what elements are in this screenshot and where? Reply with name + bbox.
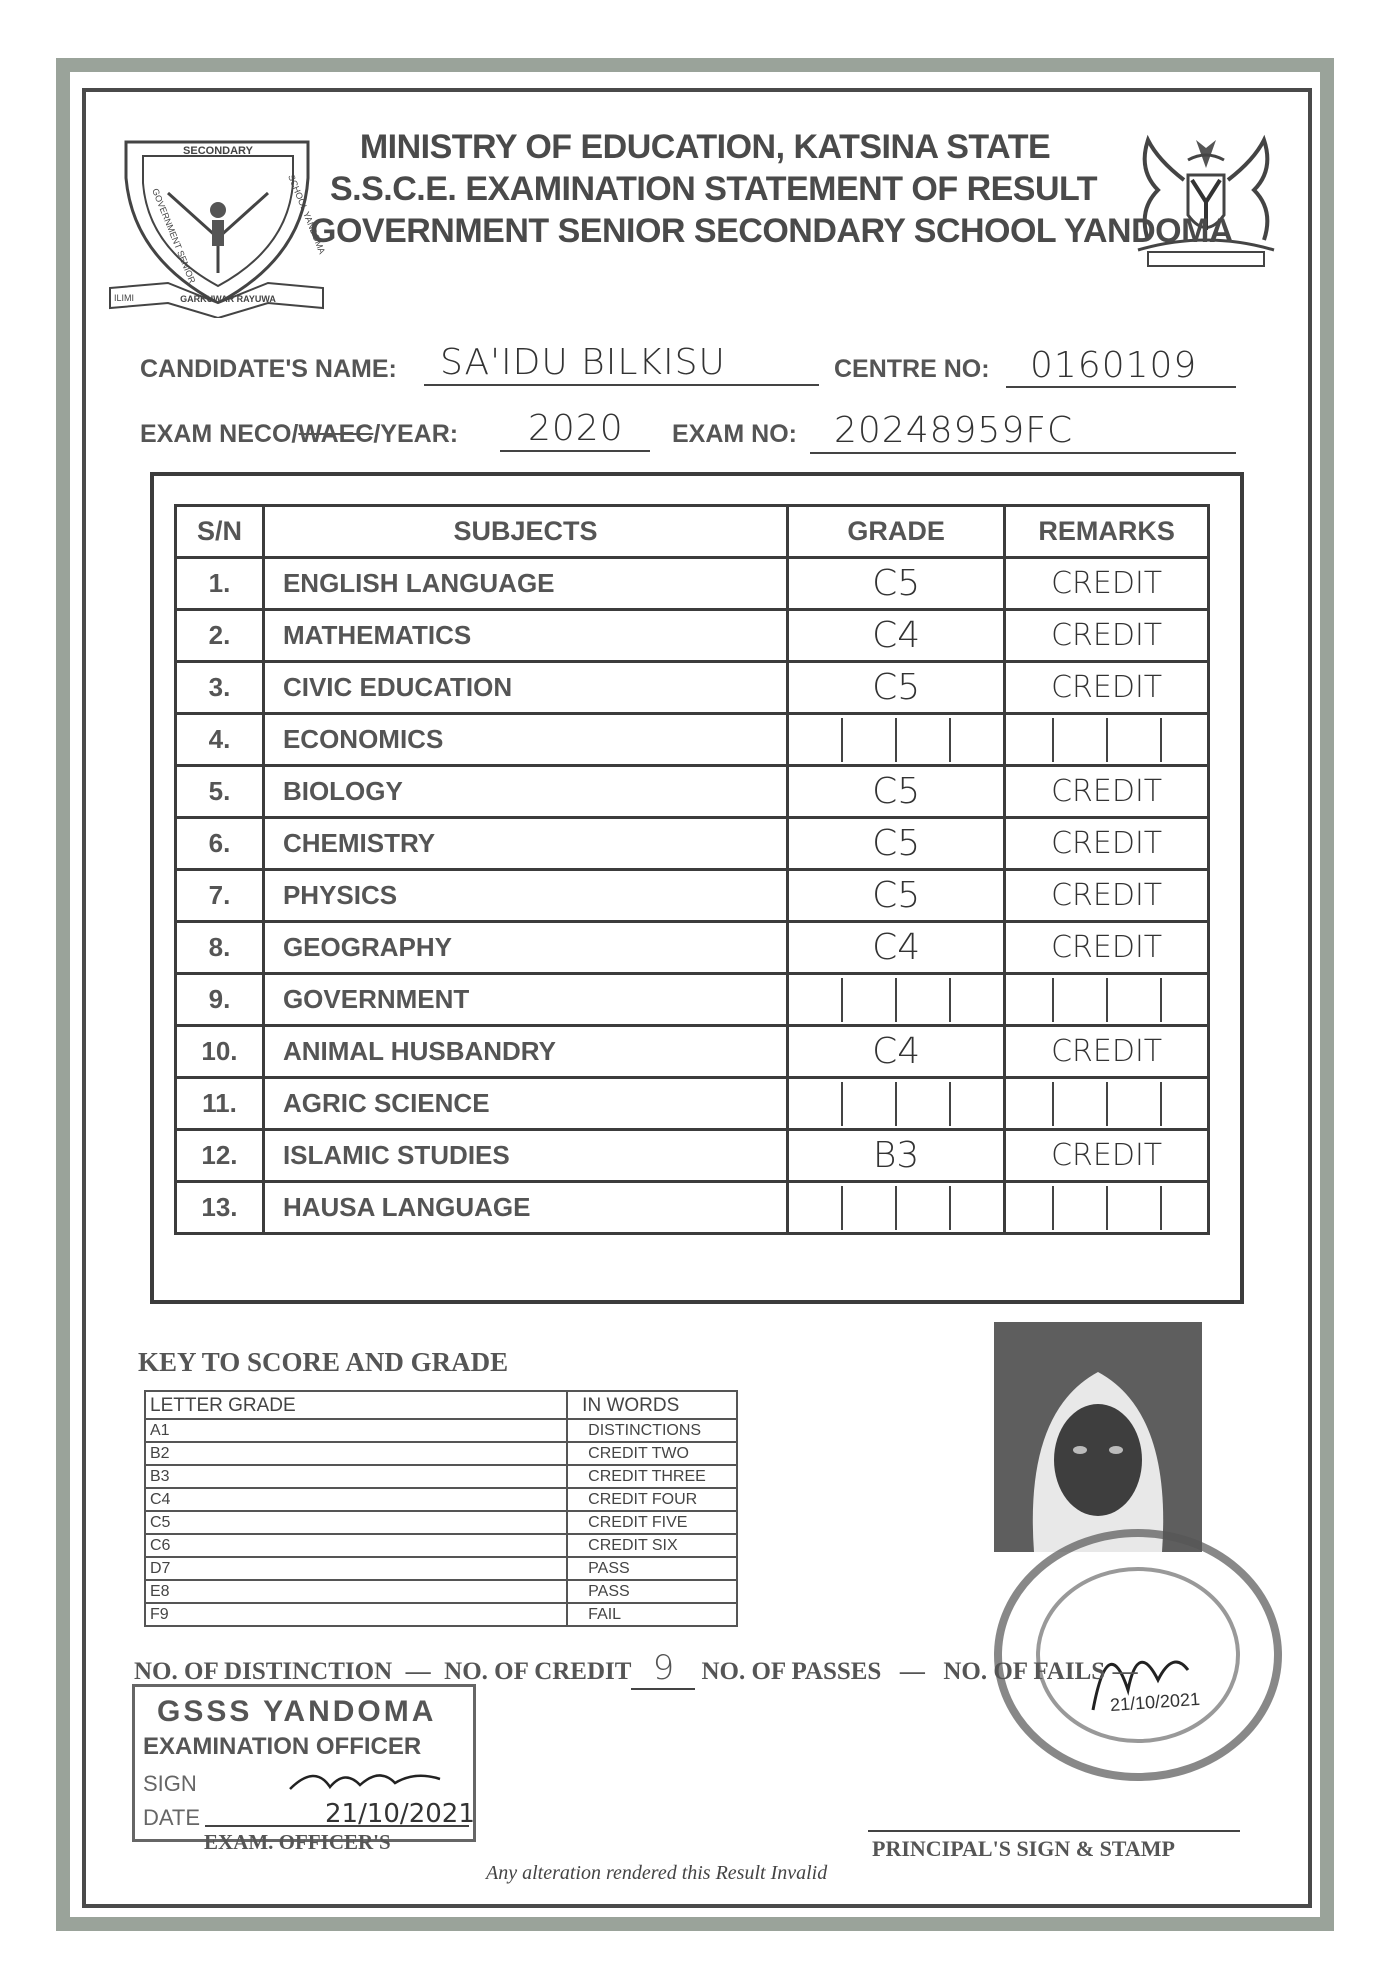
exam-year-label-waec: WAEC — [298, 420, 374, 448]
row-grade — [787, 714, 1004, 766]
crest-left-text: GOVERNMENT SENIOR — [150, 187, 198, 285]
candidate-name-label: CANDIDATE'S NAME: — [140, 355, 397, 383]
empty-remark-box — [1106, 718, 1162, 762]
fails-label: NO. OF FAILS — [943, 1658, 1106, 1685]
row-sn: 1. — [176, 558, 264, 610]
key-grade: E8 — [145, 1580, 567, 1603]
key-words: PASS — [567, 1557, 737, 1580]
empty-grade-box — [841, 1082, 895, 1126]
results-row — [176, 1182, 1209, 1234]
key-words: CREDIT FIVE — [567, 1511, 737, 1534]
row-sn: 2. — [176, 610, 264, 662]
key-grade: D7 — [145, 1557, 567, 1580]
header-subjects: SUBJECTS — [263, 506, 787, 558]
results-row — [176, 818, 1209, 870]
row-grade — [787, 974, 1004, 1026]
exam-officer-label: EXAM. OFFICER'S — [204, 1830, 391, 1854]
key-words: CREDIT THREE — [567, 1465, 737, 1488]
credit-label: NO. OF CREDIT — [444, 1658, 632, 1685]
exam-no-line — [810, 452, 1236, 454]
crest-top-text: SECONDARY — [183, 145, 253, 157]
officer-stamp-school: GSSS YANDOMA — [157, 1695, 437, 1728]
key-col-letter: LETTER GRADE — [145, 1391, 567, 1419]
row-grade: C4 — [787, 1026, 1004, 1078]
key-words: CREDIT TWO — [567, 1442, 737, 1465]
key-grade: B3 — [145, 1465, 567, 1488]
row-remark: CREDIT — [1005, 1026, 1209, 1078]
row-subject: CIVIC EDUCATION — [263, 662, 787, 714]
year-line — [500, 450, 650, 452]
exam-year-label-neco: EXAM NECO/ — [140, 420, 299, 448]
distinction-label: NO. OF DISTINCTION — [134, 1658, 393, 1685]
key-row — [145, 1511, 737, 1534]
empty-remark-box — [1106, 1082, 1162, 1126]
results-row — [176, 1026, 1209, 1078]
key-row — [145, 1534, 737, 1557]
row-remark — [1005, 1182, 1209, 1234]
results-header-row — [176, 506, 1209, 558]
row-subject: BIOLOGY — [263, 766, 787, 818]
alteration-notice: Any alteration rendered this Result Invalid — [486, 1862, 828, 1884]
row-subject: HAUSA LANGUAGE — [263, 1182, 787, 1234]
coat-of-arms-icon — [1118, 120, 1294, 280]
results-row — [176, 610, 1209, 662]
exam-year-label — [140, 420, 458, 449]
empty-grade-box — [841, 1186, 895, 1230]
passes-value: — — [899, 1658, 925, 1685]
distinction-value: — — [405, 1658, 431, 1685]
row-remark: CREDIT — [1005, 558, 1209, 610]
key-header-row — [145, 1391, 737, 1419]
empty-grade-box — [841, 978, 895, 1022]
row-sn: 8. — [176, 922, 264, 974]
principal-sign-line — [868, 1830, 1240, 1832]
exam-year-value: 2020 — [528, 408, 624, 449]
ministry-title: MINISTRY OF EDUCATION, KATSINA STATE — [359, 128, 1051, 166]
crest-motto-left: ILIMI — [114, 293, 135, 303]
key-row — [145, 1465, 737, 1488]
key-row — [145, 1603, 737, 1626]
header-remarks: REMARKS — [1005, 506, 1209, 558]
candidate-photo — [994, 1322, 1202, 1552]
row-remark: CREDIT — [1005, 766, 1209, 818]
centre-no-line — [1006, 386, 1236, 388]
empty-remark-box — [1052, 1186, 1106, 1230]
row-subject: PHYSICS — [263, 870, 787, 922]
key-title: KEY TO SCORE AND GRADE — [138, 1347, 509, 1377]
row-subject: AGRIC SCIENCE — [263, 1078, 787, 1130]
key-row — [145, 1419, 737, 1442]
row-subject: ANIMAL HUSBANDRY — [263, 1026, 787, 1078]
key-col-words: IN WORDS — [567, 1391, 737, 1419]
key-grade: A1 — [145, 1419, 567, 1442]
school-crest-icon — [108, 138, 328, 318]
row-remark — [1005, 974, 1209, 1026]
officer-date-label: DATE — [143, 1805, 201, 1830]
results-row — [176, 714, 1209, 766]
row-grade: C5 — [787, 662, 1004, 714]
row-grade: C5 — [787, 558, 1004, 610]
principal-stamp-date: 21/10/2021 — [1109, 1688, 1201, 1716]
row-grade: C5 — [787, 766, 1004, 818]
results-row — [176, 1078, 1209, 1130]
officer-date-value: 21/10/2021 — [325, 1799, 475, 1829]
row-sn: 5. — [176, 766, 264, 818]
results-row — [176, 922, 1209, 974]
row-subject: GOVERNMENT — [263, 974, 787, 1026]
key-grade: F9 — [145, 1603, 567, 1626]
statement-title: S.S.C.E. EXAMINATION STATEMENT OF RESULT — [330, 170, 1098, 208]
crest-motto: GARKUWAR RAYUWA — [180, 294, 276, 304]
row-sn: 7. — [176, 870, 264, 922]
results-row — [176, 766, 1209, 818]
row-grade: C5 — [787, 818, 1004, 870]
key-words: FAIL — [567, 1603, 737, 1626]
key-row — [145, 1442, 737, 1465]
row-sn: 12. — [176, 1130, 264, 1182]
row-remark: CREDIT — [1005, 922, 1209, 974]
centre-no-value: 0160109 — [1030, 345, 1198, 386]
empty-remark-box — [1106, 1186, 1162, 1230]
candidate-photo-graphic — [994, 1322, 1202, 1552]
row-sn: 10. — [176, 1026, 264, 1078]
empty-remark-box — [1052, 978, 1106, 1022]
row-remark — [1005, 1078, 1209, 1130]
row-subject: ENGLISH LANGUAGE — [263, 558, 787, 610]
row-grade — [787, 1182, 1004, 1234]
row-subject: MATHEMATICS — [263, 610, 787, 662]
key-table — [144, 1390, 738, 1627]
crest-right-text: SCHOOL YANDOMA — [286, 173, 328, 256]
principal-sign-label: PRINCIPAL'S SIGN & STAMP — [872, 1836, 1175, 1861]
empty-grade-box — [895, 1186, 951, 1230]
empty-grade-box — [841, 718, 895, 762]
header-sn: S/N — [176, 506, 264, 558]
exam-no-value: 20248959FC — [834, 410, 1074, 451]
centre-no-label: CENTRE NO: — [834, 355, 990, 383]
results-row — [176, 1130, 1209, 1182]
results-row — [176, 974, 1209, 1026]
credit-value: 9 — [631, 1648, 695, 1690]
key-words: PASS — [567, 1580, 737, 1603]
empty-remark-box — [1106, 978, 1162, 1022]
results-table — [174, 504, 1210, 1235]
key-grade: B2 — [145, 1442, 567, 1465]
exam-year-label-year: /YEAR: — [373, 420, 459, 448]
school-title: GOVERNMENT SENIOR SECONDARY SCHOOL YANDOMA — [310, 212, 1233, 250]
row-remark: CREDIT — [1005, 662, 1209, 714]
results-row — [176, 870, 1209, 922]
key-grade: C5 — [145, 1511, 567, 1534]
row-grade: B3 — [787, 1130, 1004, 1182]
officer-stamp-title: EXAMINATION OFFICER — [143, 1733, 422, 1760]
row-sn: 3. — [176, 662, 264, 714]
row-subject: ISLAMIC STUDIES — [263, 1130, 787, 1182]
results-row — [176, 662, 1209, 714]
row-sn: 6. — [176, 818, 264, 870]
key-grade: C6 — [145, 1534, 567, 1557]
empty-grade-box — [895, 718, 951, 762]
row-remark: CREDIT — [1005, 818, 1209, 870]
empty-grade-box — [895, 978, 951, 1022]
key-body — [145, 1391, 737, 1626]
row-remark: CREDIT — [1005, 610, 1209, 662]
key-row — [145, 1557, 737, 1580]
row-remark: CREDIT — [1005, 870, 1209, 922]
row-subject: CHEMISTRY — [263, 818, 787, 870]
row-grade: C5 — [787, 870, 1004, 922]
candidate-name-value: SA'IDU BILKISU — [440, 342, 726, 383]
exam-no-label: EXAM NO: — [672, 420, 797, 448]
officer-signature-icon — [285, 1759, 445, 1799]
fails-value: — — [1112, 1658, 1138, 1685]
results-body — [176, 506, 1209, 1234]
row-subject: GEOGRAPHY — [263, 922, 787, 974]
row-grade: C4 — [787, 922, 1004, 974]
results-row — [176, 558, 1209, 610]
exam-officer-stamp — [132, 1684, 476, 1842]
empty-remark-box — [1052, 1082, 1106, 1126]
row-grade: C4 — [787, 610, 1004, 662]
key-words: CREDIT SIX — [567, 1534, 737, 1557]
row-sn: 13. — [176, 1182, 264, 1234]
passes-label: NO. OF PASSES — [701, 1658, 882, 1685]
row-sn: 9. — [176, 974, 264, 1026]
key-row — [145, 1488, 737, 1511]
row-remark — [1005, 714, 1209, 766]
empty-grade-box — [895, 1082, 951, 1126]
officer-sign-label: SIGN — [143, 1771, 197, 1796]
empty-remark-box — [1052, 718, 1106, 762]
row-sn: 4. — [176, 714, 264, 766]
candidate-name-line — [424, 384, 819, 386]
row-grade — [787, 1078, 1004, 1130]
key-grade: C4 — [145, 1488, 567, 1511]
row-sn: 11. — [176, 1078, 264, 1130]
header-grade: GRADE — [787, 506, 1004, 558]
row-subject: ECONOMICS — [263, 714, 787, 766]
key-words: DISTINCTIONS — [567, 1419, 737, 1442]
key-words: CREDIT FOUR — [567, 1488, 737, 1511]
row-remark: CREDIT — [1005, 1130, 1209, 1182]
key-row — [145, 1580, 737, 1603]
